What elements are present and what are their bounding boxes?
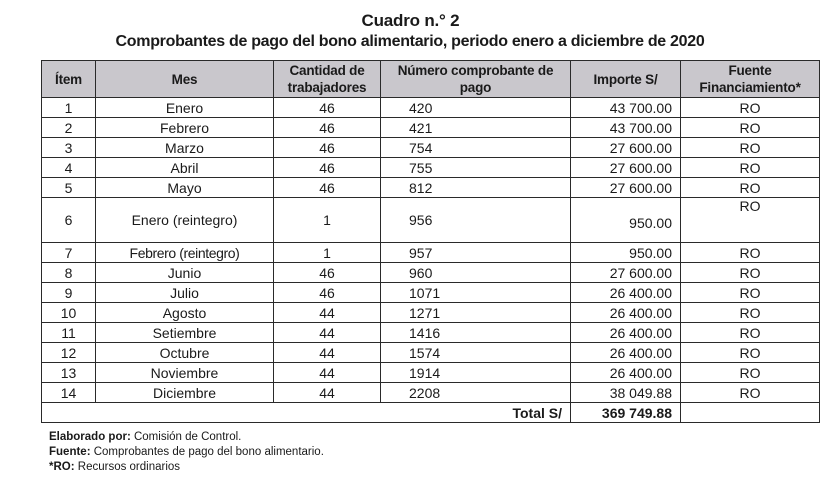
cell-fuente: RO	[681, 383, 820, 403]
cell-cantidad: 44	[274, 383, 381, 403]
cell-mes: Octubre	[96, 343, 274, 363]
cell-fuente: RO	[681, 303, 820, 323]
cell-cantidad: 46	[274, 98, 381, 118]
table-row	[42, 343, 820, 363]
cell-item: 5	[42, 178, 96, 198]
cell-item: 2	[42, 118, 96, 138]
cell-importe: 43 700.00	[571, 118, 681, 138]
cell-mes: Enero (reintegro)	[96, 198, 274, 243]
cell-numero: 755	[381, 158, 571, 178]
table-footnotes	[49, 430, 324, 475]
cell-mes: Agosto	[96, 303, 274, 323]
cell-fuente: RO	[681, 343, 820, 363]
table-row	[42, 243, 820, 263]
header-importe-label: Importe S/	[593, 71, 658, 87]
cell-cantidad: 46	[274, 138, 381, 158]
cell-fuente: RO	[681, 178, 820, 198]
cell-item: 3	[42, 138, 96, 158]
footnote-fuente	[49, 445, 324, 460]
header-numero	[381, 61, 571, 98]
total-value: 369 749.88	[571, 403, 681, 423]
cell-cantidad: 44	[274, 303, 381, 323]
table-row	[42, 383, 820, 403]
footnote-elaborado-value: Comisión de Control.	[133, 431, 242, 443]
cell-fuente: RO	[681, 263, 820, 283]
footnote-elaborado	[49, 430, 324, 445]
cell-importe: 26 400.00	[571, 363, 681, 383]
cell-mes: Marzo	[96, 138, 274, 158]
table-number-title: Cuadro n.° 2	[361, 11, 460, 30]
cell-mes: Noviembre	[96, 363, 274, 383]
cell-item: 11	[42, 323, 96, 343]
cell-numero: 1271	[381, 303, 571, 323]
cell-importe: 27 600.00	[571, 178, 681, 198]
footnote-ro-label: *RO:	[49, 461, 75, 473]
total-row	[42, 403, 820, 423]
table-row	[42, 98, 820, 118]
cell-importe: 43 700.00	[571, 98, 681, 118]
cell-item: 4	[42, 158, 96, 178]
payments-table	[41, 60, 820, 423]
cell-mes: Enero	[96, 98, 274, 118]
cell-fuente: RO	[681, 138, 820, 158]
cell-numero: 421	[381, 118, 571, 138]
cell-importe: 26 400.00	[571, 283, 681, 303]
cell-item: 12	[42, 343, 96, 363]
cell-fuente: RO	[681, 243, 820, 263]
cell-cantidad: 46	[274, 158, 381, 178]
cell-importe: 38 049.88	[571, 383, 681, 403]
cell-cantidad: 1	[274, 243, 381, 263]
cell-numero: 1071	[381, 283, 571, 303]
cell-importe: 27 600.00	[571, 158, 681, 178]
table-row	[42, 323, 820, 343]
cell-numero: 754	[381, 138, 571, 158]
cell-fuente: RO	[681, 363, 820, 383]
footnote-ro-value: Recursos ordinarios	[77, 461, 181, 473]
cell-fuente: RO	[681, 118, 820, 138]
table-caption: Comprobantes de pago del bono alimentario, periodo enero a diciembre de 2020	[115, 33, 705, 50]
cell-mes: Mayo	[96, 178, 274, 198]
cell-fuente: RO	[681, 198, 820, 243]
cell-numero: 420	[381, 98, 571, 118]
cell-item: 9	[42, 283, 96, 303]
table-row	[42, 303, 820, 323]
cell-mes: Febrero (reintegro)	[96, 243, 274, 263]
table-row	[42, 178, 820, 198]
table-row	[42, 263, 820, 283]
cell-importe: 27 600.00	[571, 263, 681, 283]
footnote-fuente-label: Fuente:	[49, 446, 91, 458]
cell-importe: 26 400.00	[571, 303, 681, 323]
cell-mes: Setiembre	[96, 323, 274, 343]
cell-item: 8	[42, 263, 96, 283]
footnote-elaborado-label: Elaborado por:	[49, 431, 131, 443]
cell-item: 1	[42, 98, 96, 118]
header-item: Ítem	[42, 61, 96, 98]
header-fuente-label: Fuente Financiamiento*	[699, 63, 801, 95]
cell-importe: 26 400.00	[571, 343, 681, 363]
cell-cantidad: 46	[274, 118, 381, 138]
header-cantidad-label: Cantidad de trabajadores	[287, 63, 367, 95]
cell-cantidad: 1	[274, 198, 381, 243]
header-mes: Mes	[96, 61, 274, 98]
cell-numero: 1574	[381, 343, 571, 363]
table-row	[42, 118, 820, 138]
header-cantidad	[274, 61, 381, 98]
cell-fuente: RO	[681, 283, 820, 303]
cell-importe: 950.00	[571, 198, 681, 243]
cell-mes: Abril	[96, 158, 274, 178]
table-header-row	[42, 61, 820, 98]
cell-numero: 956	[381, 198, 571, 243]
cell-importe: 27 600.00	[571, 138, 681, 158]
total-label: Total S/	[42, 403, 571, 423]
table-row	[42, 198, 820, 243]
cell-numero: 960	[381, 263, 571, 283]
cell-numero: 1914	[381, 363, 571, 383]
cell-item: 10	[42, 303, 96, 323]
cell-item: 14	[42, 383, 96, 403]
cell-fuente: RO	[681, 323, 820, 343]
cell-cantidad: 44	[274, 363, 381, 383]
cell-cantidad: 46	[274, 283, 381, 303]
cell-numero: 1416	[381, 323, 571, 343]
table-row	[42, 158, 820, 178]
cell-importe: 950.00	[571, 243, 681, 263]
cell-item: 6	[42, 198, 96, 243]
table-row	[42, 283, 820, 303]
cell-numero: 957	[381, 243, 571, 263]
header-fuente	[681, 61, 820, 98]
cell-mes: Junio	[96, 263, 274, 283]
cell-cantidad: 46	[274, 178, 381, 198]
header-numero-label: Número comprobante de pago	[397, 63, 554, 95]
table-row	[42, 363, 820, 383]
cell-mes: Julio	[96, 283, 274, 303]
footnote-ro	[49, 460, 324, 475]
cell-fuente: RO	[681, 98, 820, 118]
cell-item: 13	[42, 363, 96, 383]
cell-numero: 2208	[381, 383, 571, 403]
table-row	[42, 138, 820, 158]
cell-cantidad: 44	[274, 323, 381, 343]
cell-mes: Febrero	[96, 118, 274, 138]
cell-cantidad: 46	[274, 263, 381, 283]
cell-cantidad: 44	[274, 343, 381, 363]
footnote-fuente-value: Comprobantes de pago del bono alimentario.	[93, 446, 324, 458]
cell-fuente: RO	[681, 158, 820, 178]
cell-item: 7	[42, 243, 96, 263]
header-importe	[571, 61, 681, 98]
cell-importe: 26 400.00	[571, 323, 681, 343]
cell-mes: Diciembre	[96, 383, 274, 403]
total-empty-cell	[681, 403, 820, 423]
cell-numero: 812	[381, 178, 571, 198]
